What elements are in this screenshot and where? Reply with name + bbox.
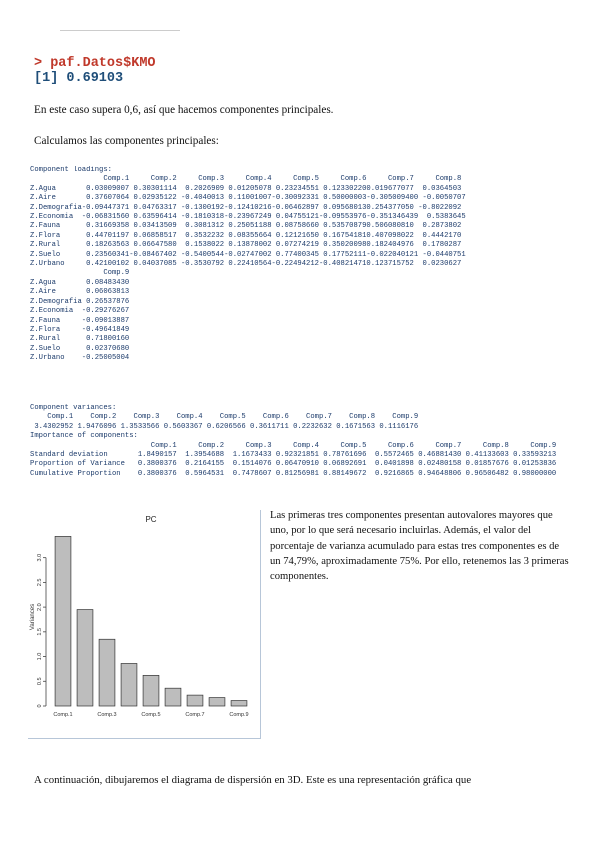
bar xyxy=(77,610,93,706)
cropped-top-line xyxy=(60,30,180,31)
comp9-row: Z.Economia -0.29276267 xyxy=(30,307,130,316)
importance-title: Importance of components: xyxy=(30,432,138,441)
variances-title: Component variances: xyxy=(30,404,117,412)
comp9-row: Z.Flora -0.49641849 xyxy=(30,325,130,334)
loadings-row: Z.Economia -0.06831560 0.63596414 -0.1810318-0.23967249 0.04755121-0.09553976-0.351346439 0.5383645 xyxy=(30,213,466,222)
loadings-row: Z.Urbano 0.42100102 0.04037085 -0.3530792 0.22410564-0.22494212-0.408214710.123715752 0.0230627 xyxy=(30,260,462,269)
bar xyxy=(187,695,203,706)
importance-header: Comp.1 Comp.2 Comp.3 Comp.4 Comp.5 Comp.6 Comp.7 Comp.8 Comp.9 xyxy=(30,441,557,450)
y-axis-label: Variances xyxy=(30,603,36,631)
x-tick-label: Comp.1 xyxy=(53,712,73,718)
y-tick-label: 0 xyxy=(37,704,43,708)
side-paragraph: Las primeras tres componentes presentan autovalores mayores que uno, por lo que será necesario incluirlas. Además, el valor del porcentaje de varianza acumulado para estas tres componentes es de un 74,79%, aproximadamente 75%. Por ello, retenemos las 3 primeras componentes. xyxy=(270,510,569,583)
comp9-row: Z.Agua 0.08483430 xyxy=(30,278,130,287)
scree-plot-frame xyxy=(28,510,261,739)
comp9-header: Comp.9 xyxy=(30,269,130,278)
loadings-row: Z.Suelo 0.23560341-0.08467402 -0.5400544-0.02747002 0.77400345 0.17752111-0.022040121 -0.0440751 xyxy=(30,250,466,259)
y-tick-label: 0.5 xyxy=(37,677,43,686)
bar xyxy=(121,663,137,706)
comp9-row: Z.Demografia 0.26537876 xyxy=(30,297,130,306)
chart-title: PC xyxy=(145,515,157,524)
loadings-row: Z.Demografia-0.09447371 0.04763317 -0.1300192-0.12410216-0.06462897 0.095680130.254377050 -0.8022092 xyxy=(30,203,462,212)
bar xyxy=(143,675,159,706)
loadings-header: Comp.1 Comp.2 Comp.3 Comp.4 Comp.5 Comp.6 Comp.7 Comp.8 xyxy=(30,175,462,184)
bottom-paragraph: A continuación, dibujaremos el diagrama de dispersión en 3D. Este es una representación gráfica que xyxy=(34,774,472,786)
loadings-row: Z.Flora 0.44701197 0.06858517 0.3532232 0.08355664 0.12121650 0.167541810.407098022 0.4442170 xyxy=(30,231,462,240)
paragraph-calculate: Calculamos las componentes principales: xyxy=(34,135,219,147)
x-tick-label: Comp.9 xyxy=(229,712,249,718)
r-command: > paf.Datos$KMO xyxy=(34,56,156,71)
loadings-row: Z.Aire 0.37607064 0.02935122 -0.4040013 0.11001007-0.30092331 0.50000003-0.305009400 -0.0050707 xyxy=(30,194,466,203)
importance-row: Cumulative Proportion 0.3800376 0.5964531 0.7478607 0.81256981 0.88149672 0.9216865 0.94648806 0.96506482 0.98000000 xyxy=(30,469,557,478)
y-tick-label: 2.0 xyxy=(37,603,43,611)
variances-values: 3.4302952 1.9476096 1.3533566 0.5603367 0.6206566 0.3611711 0.2232632 0.1671563 0.1116176 xyxy=(30,422,419,431)
variances-header: Comp.1 Comp.2 Comp.3 Comp.4 Comp.5 Comp.6 Comp.7 Comp.8 Comp.9 xyxy=(30,413,419,422)
variances-output xyxy=(30,404,600,500)
bar xyxy=(99,639,115,706)
comp9-row: Z.Aire 0.06063813 xyxy=(30,288,130,297)
scree-plot xyxy=(28,510,260,738)
x-tick-label: Comp.3 xyxy=(97,712,117,718)
y-tick-label: 1.5 xyxy=(37,628,43,636)
bar xyxy=(165,688,181,706)
r-result: [1] 0.69103 xyxy=(34,71,124,86)
paragraph-kmo: En este caso supera 0,6, así que hacemos componentes principales. xyxy=(34,104,334,116)
loadings-row: Z.Agua 0.03009007 0.30301114 0.2026909 0.01205078 0.23234551 0.123302200.019677077 0.0364503 xyxy=(30,184,462,193)
y-tick-label: 1.0 xyxy=(37,652,43,661)
loadings-row: Z.Rural 0.18263563 0.06647580 0.1538022 0.13878002 0.07274219 0.350200980.182404976 0.1780287 xyxy=(30,241,462,250)
x-tick-label: Comp.7 xyxy=(185,712,205,718)
y-tick-label: 3.0 xyxy=(37,553,43,562)
loadings-title: Component loadings: xyxy=(30,166,112,174)
importance-row: Standard deviation 1.8490157 1.3954688 1.1673433 0.92321851 0.78761696 0.5572465 0.46881430 0.41133603 0.33593213 xyxy=(30,451,557,460)
comp9-row: Z.Fauna -0.09013887 xyxy=(30,316,130,325)
loadings-row: Z.Fauna 0.31669358 0.03413509 0.3081312 0.25051188 0.08758660 0.535708790.506080810 0.2873802 xyxy=(30,222,462,231)
x-tick-label: Comp.5 xyxy=(141,712,161,718)
comp9-row: Z.Urbano -0.25005004 xyxy=(30,354,130,363)
comp9-row: Z.Suelo 0.02370680 xyxy=(30,344,130,353)
y-tick-label: 2.5 xyxy=(37,578,43,587)
importance-row: Proportion of Variance 0.3800376 0.2164155 0.1514076 0.06470910 0.06892691 0.0401898 0.02480158 0.01857676 0.01253836 xyxy=(30,460,557,469)
bar xyxy=(209,698,225,706)
comp9-row: Z.Rural 0.71800160 xyxy=(30,335,130,344)
loadings-output xyxy=(30,166,600,396)
bar xyxy=(231,701,247,706)
bar xyxy=(55,536,71,706)
